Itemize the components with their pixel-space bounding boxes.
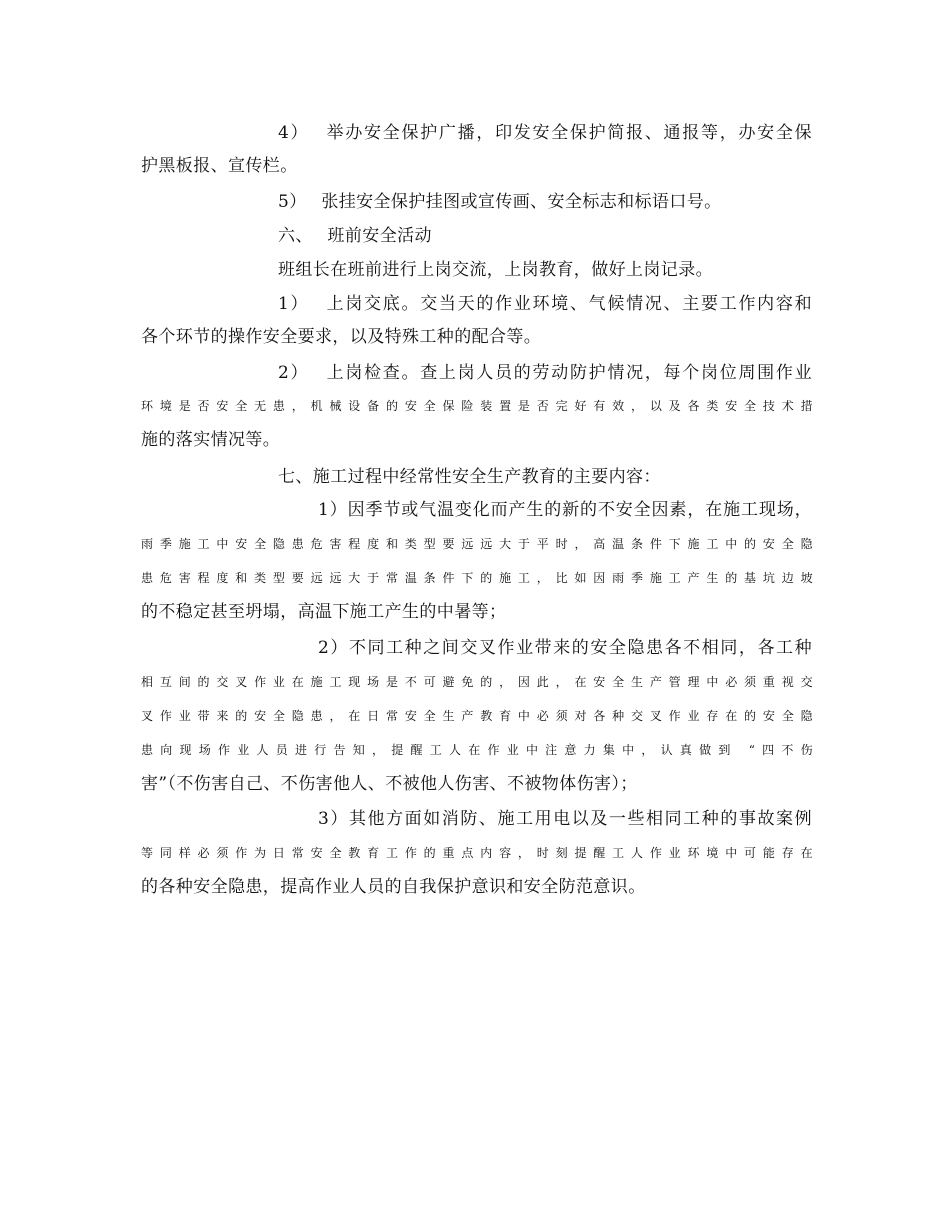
text-line-12: 1）因季节或气温变化而产生的新的不安全因素，在施工现场， [318,500,812,520]
section-heading-6: 六、 班前安全活动 [278,226,432,246]
text-line-22: 等同样必须作为日常安全教育工作的重点内容，时刻提醒工人作业环境中可能存在 [141,846,813,860]
text-line-3: 5） 张挂安全保护挂图或宣传画、安全标志和标语口号。 [278,192,722,212]
text-line-13: 雨季施工中安全隐患危害程度和类型要远远大于平时，高温条件下施工中的安全隐 [141,537,813,551]
text-line-18: 叉作业带来的安全隐患，在日常安全生产教育中必须对各种交叉作业存在的安全隐 [141,709,813,723]
text-line-6: 1） 上岗交底。交当天的作业环境、气候情况、主要工作内容和 [278,294,812,314]
text-line-14: 患危害程度和类型要远远大于常温条件下的施工，比如因雨季施工产生的基坑边坡 [141,571,813,585]
text-line-20: 害”（不伤害自己、不伤害他人、不被他人伤害、不被物体伤害）； [141,774,638,794]
text-line-15: 的不稳定甚至坍塌，高温下施工产生的中暑等； [141,602,507,622]
text-line-21: 3）其他方面如消防、施工用电以及一些相同工种的事故案例 [318,809,812,829]
text-line-5: 班组长在班前进行上岗交流，上岗教育，做好上岗记录。 [278,260,713,280]
text-line-17: 相互间的交叉作业在施工现场是不可避免的，因此，在安全生产管理中必须重视交 [141,675,813,689]
text-line-1: 4） 举办安全保护广播，印发安全保护简报、通报等，办安全保 [278,123,812,143]
text-line-2: 护黑板报、宣传栏。 [141,156,298,176]
text-line-10: 施的落实情况等。 [141,430,281,450]
text-line-9: 环境是否安全无患，机械设备的安全保险装置是否完好有效，以及各类安全技术措 [141,399,813,413]
section-heading-7: 七、施工过程中经常性安全生产教育的主要内容： [278,467,661,487]
text-line-19: 患向现场作业人员进行告知，提醒工人在作业中注意力集中，认真做到 “四不伤 [141,743,813,757]
text-line-16: 2）不同工种之间交叉作业带来的安全隐患各不相同，各工种 [318,638,812,658]
text-line-8: 2） 上岗检查。查上岗人员的劳动防护情况，每个岗位周围作业 [278,363,812,383]
text-line-7: 各个环节的操作安全要求，以及特殊工种的配合等。 [141,327,542,347]
text-line-23: 的各种安全隐患，提高作业人员的自我保护意识和安全防范意识。 [141,877,646,897]
